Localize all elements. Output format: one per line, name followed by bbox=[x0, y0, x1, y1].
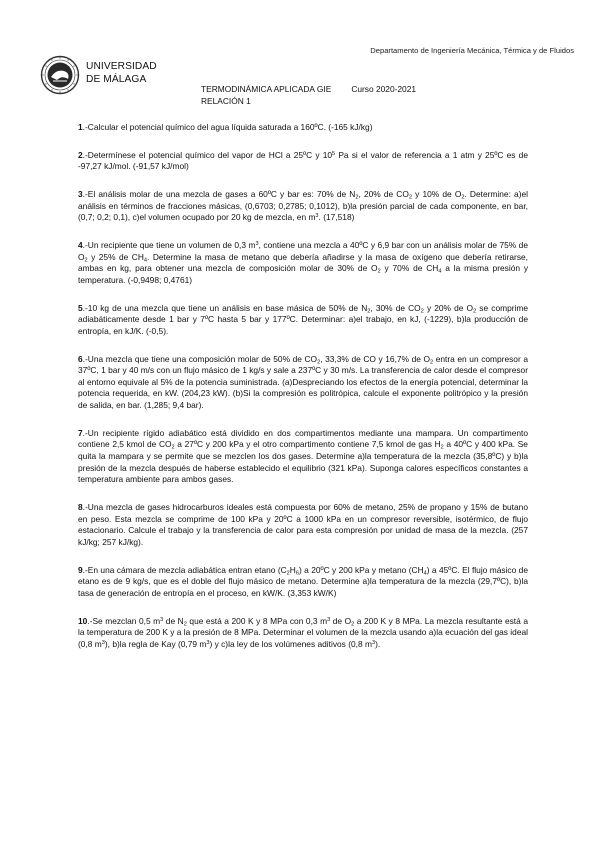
university-name bbox=[86, 61, 157, 86]
problem-number: 5 bbox=[78, 302, 83, 313]
problem-5 bbox=[78, 303, 528, 338]
problem-number: 2 bbox=[78, 149, 83, 160]
university-name-line1: UNIVERSIDAD bbox=[86, 61, 157, 72]
problem-text: .-Una mezcla que tiene una composición molar de 50% de $CO_2$, 33,3% de CO y 16,7% de $O_2$ entra en un compresor a 37ºC, 1 bar y 40 m/s con un flujo másico de 1 kg/s y sale a 237ºC y 30 m/s. La transferencia de calor desde el compresor al entorno equivale al 5% de la potencia suministrada. (a)Despreciando los efectos de la energía potencial, determinar la potencia requerida, en kW. (204,23 kW). (b)Si la compresión es politrópica, calcule el exponente politrópico y la presión de salida, en bar. (1,285; 9,4 bar). bbox=[78, 353, 528, 411]
problem-7 bbox=[78, 428, 528, 486]
problem-6 bbox=[78, 354, 528, 412]
problem-2 bbox=[78, 150, 528, 173]
problem-text: .-Calcular el potencial químico del agua líquida saturada a 160ºC. (-165 kJ/kg) bbox=[82, 122, 373, 132]
problem-number: 9 bbox=[78, 564, 83, 575]
problem-text: .-Se mezclan 0,5 $m^3$ de $N_2$ que está a 200 K y 8 MPa con 0,3 $m^3$ de $O_2$ a 200 K y 8 MPa. La mezcla resultante está a la temperatura de 200 K y a la presión de 8 MPa. Determinar el volumen de la mezcla usando a)la ecuación del gas ideal (0,8 $m^3$), b)la regla de Kay (0,79 $m^3$) y c)la ley de los volúmenes aditivos (0,8 $m^3$). bbox=[78, 615, 528, 649]
document-header bbox=[201, 84, 416, 107]
problem-9 bbox=[78, 565, 528, 600]
problem-text: .-Determínese el potencial químico del vapor de HCl a 25ºC y $10^5$ Pa si el valor de referencia a 1 atm y 25ºC es de -97,27 kJ/mol. (-91,57 kJ/mol) bbox=[78, 149, 528, 172]
problem-number: 1 bbox=[78, 122, 83, 132]
department-name: Departamento de Ingeniería Mecánica, Térmica y de Fluidos bbox=[370, 46, 574, 55]
university-name-line2: DE MÁLAGA bbox=[86, 73, 147, 85]
problem-10 bbox=[78, 616, 528, 651]
problem-1 bbox=[78, 122, 528, 134]
problem-number: 4 bbox=[78, 240, 83, 251]
problem-number: 8 bbox=[78, 501, 83, 512]
problem-text: .-El análisis molar de una mezcla de gases a 60ºC y bar es: 70% de $N_2$, 20% de $CO_2$ y 10% de $O_2$. Determine: a)el análisis en términos de fracciones másicas, (0,6703; 0,2785; 0,1012), b)la presión parcial de cada componente, en bar, (0,7; 0,2; 0,1), c)el volumen ocupado por 20 kg de mezcla, en $m^3$. (17,518) bbox=[78, 189, 528, 223]
problem-8 bbox=[78, 502, 528, 548]
problem-text: .-Una mezcla de gases hidrocarburos ideales está compuesta por 60% de metano, 25% de propano y 15% de butano en peso. Esta mezcla se comprime de 100 kPa y 20ºC a 1000 kPa en un compresor reversible, isotérmico, de flujo estacionario. Calcule el trabajo y la transferencia de calor para esta compresión por unidad de masa de la mezcla. (257 kJ/kg; 257 kJ/kg). bbox=[78, 501, 528, 547]
university-logo bbox=[40, 55, 170, 95]
problem-text: .-10 kg de una mezcla que tiene un análisis en base másica de 50% de $N_2$, 30% de $CO_2$ y 20% de $O_2$ se comprime adiabáticamente desde 1 bar y 7ºC hasta 5 bar y 177ºC. Determinar: a)el trabajo, en kJ, (-1229), b)la producción de entropía, en kJ/K. (-0,5). bbox=[78, 302, 529, 336]
problem-3 bbox=[78, 189, 528, 224]
subject-title: TERMODINÁMICA APLICADA GIE bbox=[201, 84, 332, 94]
problem-number: 3 bbox=[78, 189, 83, 200]
problem-list bbox=[78, 122, 528, 666]
relation-title: RELACIÓN 1 bbox=[201, 95, 251, 106]
problem-text: .-Un recipiente que tiene un volumen de 0,3 $m^3$, contiene una mezcla a 40ºC y 6,9 bar con un análisis molar de 75% de $O_2$ y 25% de $CH_4$. Determine la masa de metano que debería añadirse y la masa de oxígeno que debería retirarse, ambas en kg, para obtener una mezcla de composición molar de 30% de $O_2$ y 70% de $CH_4$ a la misma presión y temperatura. (-0,9498; 0,4761) bbox=[78, 240, 529, 285]
problem-number: 7 bbox=[78, 427, 83, 438]
university-seal-icon bbox=[40, 55, 80, 95]
problem-text: .-Un recipiente rígido adiabático está dividido en dos compartimentos mediante una mampara. Un compartimento contiene 2,5 kmol de $CO_2$ a 27ºC y 200 kPa y el otro compartimento contiene 7,5 kmol de gas $H_2$ a 40ºC y 400 kPa. Se quita la mampara y se permite que se mezclen los dos gases. Determine a)la temperatura de la mezcla (35,8ºC) y b)la presión de la mezcla después de haberse establecido el equilibrio (321 kPa). Suponga calores específicos constantes a temperatura ambiente para ambos gases. bbox=[78, 427, 528, 485]
problem-text: .-En una cámara de mezcla adiabática entran etano $(C_2H_6)$ a 20ºC y 200 kPa y metano $(CH_4)$ a 45ºC. El flujo másico de etano es de 9 kg/s, que es el doble del flujo másico de metano. Determine a)la temperatura de la mezcla (29,7ºC), b)la tasa de generación de entropía en el proceso, en kW/K. (3,353 kW/K) bbox=[78, 564, 528, 598]
problem-number: 10 bbox=[78, 615, 88, 626]
problem-4 bbox=[78, 240, 528, 286]
course-year: Curso 2020-2021 bbox=[351, 84, 417, 94]
problem-number: 6 bbox=[78, 353, 83, 364]
